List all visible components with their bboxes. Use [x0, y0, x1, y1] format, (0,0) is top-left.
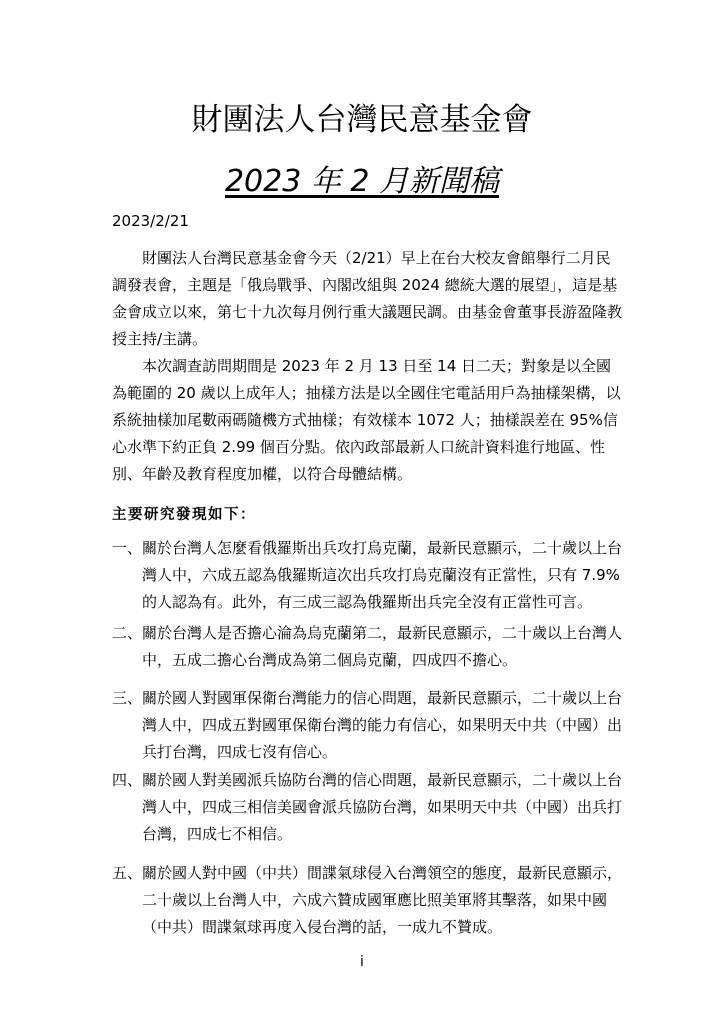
intro-paragraph: 財團法人台灣民意基金會今天（2/21）早上在台大校友會館舉行二月民調發表會，主題是「俄烏戰爭、內閣改組與 2024 總統大選的展望」，這是基金會成立以來，第七十九次每月例行重大議題民調。由基金會董事長游盈隆教授主持/主講。 — [112, 249, 623, 348]
finding-item — [112, 860, 626, 941]
finding-item — [112, 620, 626, 674]
finding-text: 關於國人對中國（中共）間諜氣球侵入台灣領空的態度，最新民意顯示，二十歲以上台灣人中，六成六贊成國軍應比照美軍將其擊落，如果中國（中共）間諜氣球再度入侵台灣的話，一成九不贊成。 — [142, 864, 623, 936]
finding-number: 三、 — [112, 689, 143, 707]
page-subtitle: 2023 年 2 月新聞稿 — [224, 164, 500, 199]
finding-number: 一、 — [112, 539, 143, 557]
findings-heading: 主要研究發現如下： — [112, 506, 256, 523]
page-number: i — [360, 954, 364, 970]
finding-item — [112, 685, 626, 766]
finding-number: 五、 — [112, 864, 143, 882]
finding-text: 關於台灣人是否擔心淪為烏克蘭第二，最新民意顯示，二十歲以上台灣人中，五成二擔心台灣成為第二個烏克蘭，四成四不擔心。 — [142, 624, 623, 669]
finding-number: 二、 — [112, 624, 143, 642]
page-title: 財團法人台灣民意基金會 — [191, 102, 533, 138]
methodology-paragraph: 本次調查訪問期間是 2023 年 2 月 13 日至 14 日二天；對象是以全國為範圍的 20 歲以上成年人；抽樣方法是以全國住宅電話用戶為抽樣架構，以系統抽樣加尾數兩碼隨機方式抽樣；有效樣本 1072 人；抽樣誤差在 95%信心水準下約正負 2.99 個百分點。依內政部最新人口統計資料進行地區、性別、年齡及教育程度加權，以符合母體結構。 — [112, 357, 621, 483]
finding-text: 關於國人對國軍保衛台灣能力的信心問題，最新民意顯示，二十歲以上台灣人中，四成五對國軍保衛台灣的能力有信心，如果明天中共（中國）出兵打台灣，四成七沒有信心。 — [142, 689, 623, 761]
finding-item — [112, 535, 626, 616]
finding-text: 關於台灣人怎麼看俄羅斯出兵攻打烏克蘭，最新民意顯示，二十歲以上台灣人中，六成五認為俄羅斯這次出兵攻打烏克蘭沒有正當性，只有 7.9%的人認為有。此外，有三成三認為俄羅斯出兵完全沒有正當性可言。 — [142, 539, 623, 611]
finding-item — [112, 767, 626, 848]
release-date: 2023/2/21 — [112, 212, 189, 230]
finding-text: 關於國人對美國派兵協防台灣的信心問題，最新民意顯示，二十歲以上台灣人中，四成三相信美國會派兵協防台灣，如果明天中共（中國）出兵打台灣，四成七不相信。 — [142, 771, 623, 843]
finding-number: 四、 — [112, 771, 143, 789]
